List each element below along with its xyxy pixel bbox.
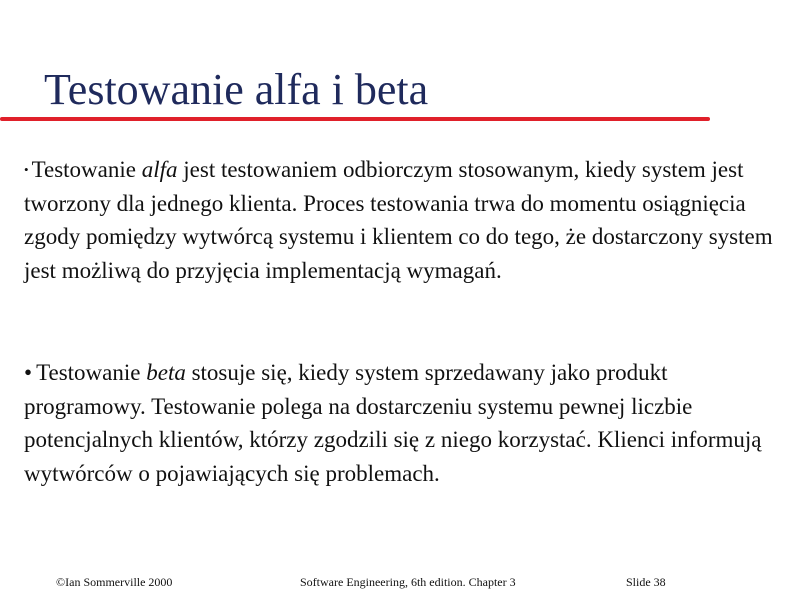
bullet-emphasis: beta — [146, 360, 186, 385]
footer-slide-number: Slide 38 — [626, 575, 666, 589]
footer-book: Software Engineering, 6th edition. Chapter 3 — [300, 575, 516, 589]
bullet-emphasis: alfa — [141, 157, 178, 182]
slide-title: Testowanie alfa i beta — [44, 65, 429, 114]
title-underline — [0, 117, 710, 121]
bullet-prefix: Testowanie — [36, 360, 147, 385]
bullet-prefix: Testowanie — [31, 157, 142, 182]
bullet-text: stosuje się, kiedy system sprzedawany jako produkt programowy. Testowanie polega na dostarczeniu systemu pewnej liczbie potencjalnych klientów, którzy zgodzili się z niego korzystać. Klienci informują wytwórców o pojawiających się problemach. — [24, 360, 762, 486]
bullet-marker: • — [24, 162, 29, 177]
bullet-marker: • — [24, 360, 33, 385]
footer-copyright: ©Ian Sommerville 2000 — [56, 575, 173, 589]
bullet-alfa — [24, 153, 794, 287]
bullet-text: jest testowaniem odbiorczym stosowanym, kiedy system jest tworzony dla jednego klienta. Proces testowania trwa do momentu osiągnięcia zgody pomiędzy wytwórcą systemu i klientem co do tego, że dostarczony system jest możliwą do przyjęcia implementacją wymagań. — [24, 157, 773, 283]
bullet-beta — [24, 356, 794, 490]
